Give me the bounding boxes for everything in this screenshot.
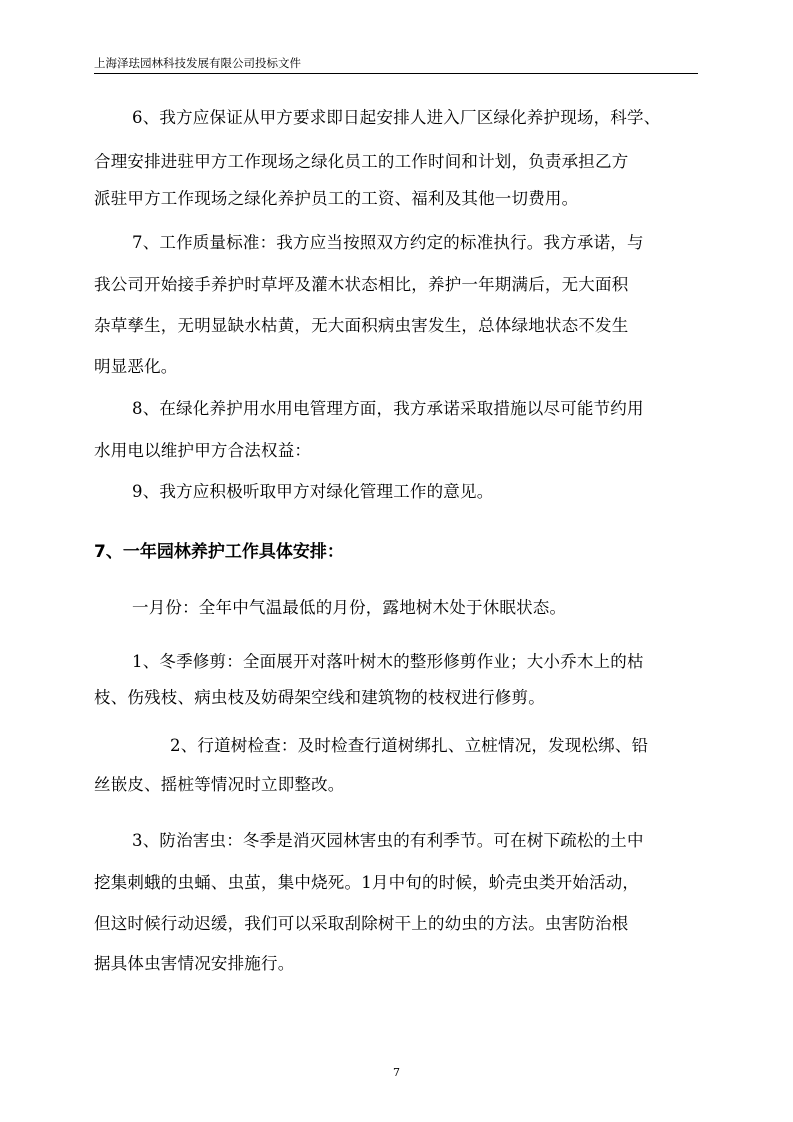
page-number: 7 xyxy=(393,1066,400,1079)
item-2-line-2: 丝嵌皮、摇桩等情况时立即整改。 xyxy=(94,775,345,794)
item-3-line-2: 挖集刺蛾的虫蛹、虫茧，集中烧死。1月中旬的时候，蚧壳虫类开始活动， xyxy=(94,873,640,892)
paragraph-9-line-1: 9、我方应积极听取甲方对绿化管理工作的意见。 xyxy=(132,482,494,501)
item-3-line-3: 但这时候行动迟缓，我们可以采取刮除树干上的幼虫的方法。虫害防治根 xyxy=(94,914,629,933)
header-divider xyxy=(94,73,698,74)
paragraph-7-line-3: 杂草孳生，无明显缺水枯黄，无大面积病虫害发生，总体绿地状态不发生 xyxy=(94,316,629,335)
paragraph-7-line-1: 7、工作质量标准：我方应当按照双方约定的标准执行。我方承诺，与 xyxy=(132,233,644,252)
item-1-line-1: 1、冬季修剪：全面展开对落叶树木的整形修剪作业；大小乔木上的枯 xyxy=(132,652,644,671)
paragraph-7-line-4: 明显恶化。 xyxy=(94,357,178,376)
item-2-line-1: 2、行道树检查：及时检查行道树绑扎、立桩情况，发现松绑、铅 xyxy=(170,736,649,755)
item-1-line-2: 枝、伤残枝、病虫枝及妨碍架空线和建筑物的枝杈进行修剪。 xyxy=(94,688,545,707)
paragraph-6-line-1: 6、我方应保证从甲方要求即日起安排人进入厂区绿化养护现场，科学、 xyxy=(132,108,661,127)
paragraph-6-line-2: 合理安排进驻甲方工作现场之绿化员工的工作时间和计划，负责承担乙方 xyxy=(94,152,629,171)
section-heading: 7、一年园林养护工作具体安排： xyxy=(94,542,344,562)
document-header: 上海泽珐园林科技发展有限公司投标文件 xyxy=(94,56,301,70)
paragraph-7-line-2: 我公司开始接手养护时草坪及灌木状态相比，养护一年期满后，无大面积 xyxy=(94,275,629,294)
paragraph-8-line-1: 8、在绿化养护用水用电管理方面，我方承诺采取措施以尽可能节约用 xyxy=(132,399,644,418)
january-intro: 一月份：全年中气温最低的月份，露地树木处于休眠状态。 xyxy=(132,598,567,617)
paragraph-6-line-3: 派驻甲方工作现场之绿化养护员工的工资、福利及其他一切费用。 xyxy=(94,189,579,208)
paragraph-8-line-2: 水用电以维护甲方合法权益： xyxy=(94,441,312,460)
item-3-line-4: 据具体虫害情况安排施行。 xyxy=(94,954,295,973)
item-3-line-1: 3、防治害虫：冬季是消灭园林害虫的有利季节。可在树下疏松的土中 xyxy=(132,831,644,850)
